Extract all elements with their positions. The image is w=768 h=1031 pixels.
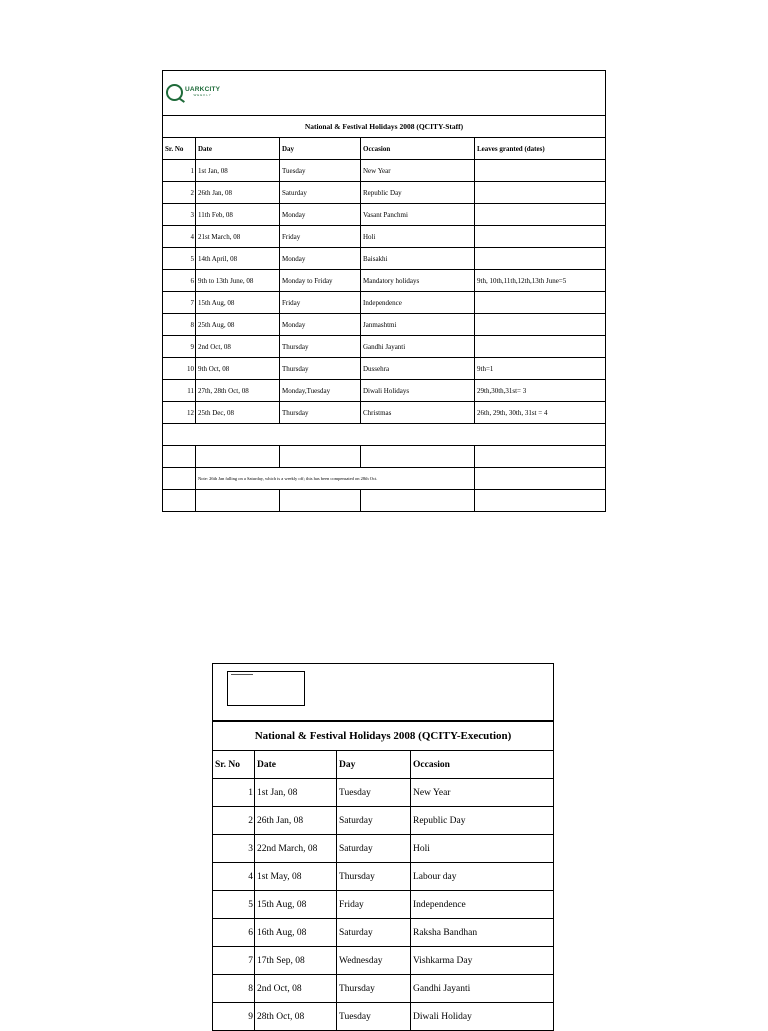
cell-day: Saturday: [337, 919, 411, 947]
table-row: [213, 807, 554, 835]
table-row: [213, 835, 554, 863]
cell-sr-no: 11: [163, 380, 196, 402]
cell-sr-no: 6: [163, 270, 196, 292]
table-row: [163, 270, 606, 292]
table-row: [163, 380, 606, 402]
table-row: [163, 314, 606, 336]
cell-leaves-granted: [475, 226, 606, 248]
table-row: [163, 402, 606, 424]
staff-logo-row: [163, 71, 606, 116]
col-header-date: Date: [196, 138, 280, 160]
table-row: [163, 226, 606, 248]
table-row: [163, 248, 606, 270]
cell-sr-no: 2: [163, 182, 196, 204]
empty-cell: [196, 490, 280, 512]
cell-sr-no: 8: [213, 975, 255, 1003]
cell-sr-no: 9: [163, 336, 196, 358]
staff-note-row: [163, 468, 606, 490]
cell-day: Thursday: [280, 358, 361, 380]
cell-leaves-granted: 29th,30th,31st= 3: [475, 380, 606, 402]
table-row: [163, 336, 606, 358]
cell-date: 26th Jan, 08: [196, 182, 280, 204]
cell-leaves-granted: [475, 336, 606, 358]
cell-sr-no: 1: [213, 779, 255, 807]
logo-main-text: UARKCITY: [185, 86, 221, 94]
cell-day: Saturday: [337, 807, 411, 835]
cell-occasion: Holi: [411, 835, 554, 863]
cell-occasion: Republic Day: [361, 182, 475, 204]
execution-header-row: [213, 751, 554, 779]
empty-cell: [196, 446, 280, 468]
cell-date: 9th to 13th June, 08: [196, 270, 280, 292]
table-row: [163, 182, 606, 204]
cell-sr-no: 6: [213, 919, 255, 947]
quarkcity-logo-text: [185, 87, 220, 97]
table-row: [213, 919, 554, 947]
cell-date: 1st Jan, 08: [255, 779, 337, 807]
table-row: [163, 160, 606, 182]
cell-day: Friday: [280, 226, 361, 248]
cell-date: 21st March, 08: [196, 226, 280, 248]
staff-empty-row: [163, 446, 606, 468]
cell-date: 28th Oct, 08: [255, 1003, 337, 1031]
table-row: [213, 779, 554, 807]
col-header-sr-no: Sr. No: [213, 751, 255, 779]
table-row: [213, 947, 554, 975]
cell-occasion: Dussehra: [361, 358, 475, 380]
cell-day: Thursday: [337, 863, 411, 891]
cell-sr-no: 9: [213, 1003, 255, 1031]
empty-cell: [163, 490, 196, 512]
cell-date: 15th Aug, 08: [255, 891, 337, 919]
staff-footer: [163, 424, 606, 512]
execution-table-title: National & Festival Holidays 2008 (QCITY-Execution): [213, 721, 554, 751]
cell-day: Friday: [337, 891, 411, 919]
cell-day: Tuesday: [337, 779, 411, 807]
staff-holidays-table: [162, 70, 606, 512]
cell-date: 1st Jan, 08: [196, 160, 280, 182]
cell-occasion: Gandhi Jayanti: [411, 975, 554, 1003]
quarkcity-logo-q-icon: [166, 84, 183, 101]
col-header-day: Day: [337, 751, 411, 779]
cell-occasion: Baisakhi: [361, 248, 475, 270]
cell-sr-no: 7: [213, 947, 255, 975]
execution-logo-row: [213, 664, 554, 722]
cell-leaves-granted: [475, 248, 606, 270]
staff-data-rows: [163, 160, 606, 424]
cell-leaves-granted: 9th=1: [475, 358, 606, 380]
empty-cell: [361, 490, 475, 512]
cell-day: Monday,Tuesday: [280, 380, 361, 402]
cell-date: 26th Jan, 08: [255, 807, 337, 835]
cell-occasion: Diwali Holidays: [361, 380, 475, 402]
table-row: [213, 1003, 554, 1031]
cell-day: Monday to Friday: [280, 270, 361, 292]
cell-occasion: Holi: [361, 226, 475, 248]
cell-leaves-granted: [475, 314, 606, 336]
cell-leaves-granted: [475, 204, 606, 226]
cell-leaves-granted: 9th, 10th,11th,12th,13th June=5: [475, 270, 606, 292]
col-header-sr-no: Sr. No: [163, 138, 196, 160]
cell-leaves-granted: [475, 182, 606, 204]
staff-title-row: [163, 116, 606, 138]
empty-cell: [361, 446, 475, 468]
cell-date: 17th Sep, 08: [255, 947, 337, 975]
cell-sr-no: 5: [213, 891, 255, 919]
empty-cell: [475, 468, 606, 490]
table-row: [213, 891, 554, 919]
cell-day: Thursday: [337, 975, 411, 1003]
cell-occasion: Janmashtmi: [361, 314, 475, 336]
cell-occasion: New Year: [411, 779, 554, 807]
empty-cell: [475, 446, 606, 468]
col-header-day: Day: [280, 138, 361, 160]
staff-table-title: National & Festival Holidays 2008 (QCITY-Staff): [163, 116, 606, 138]
cell-day: Tuesday: [337, 1003, 411, 1031]
empty-cell: [163, 424, 606, 446]
empty-cell: [163, 446, 196, 468]
table-row: [163, 292, 606, 314]
cell-occasion: Vishkarma Day: [411, 947, 554, 975]
logo-sub-text: WEEKLY: [193, 92, 212, 97]
cell-date: 15th Aug, 08: [196, 292, 280, 314]
cell-date: 11th Feb, 08: [196, 204, 280, 226]
table-row: [163, 358, 606, 380]
cell-leaves-granted: [475, 160, 606, 182]
cell-day: Thursday: [280, 336, 361, 358]
cell-sr-no: 4: [213, 863, 255, 891]
cell-occasion: Labour day: [411, 863, 554, 891]
empty-cell: [280, 490, 361, 512]
cell-occasion: Republic Day: [411, 807, 554, 835]
cell-sr-no: 3: [213, 835, 255, 863]
cell-occasion: Gandhi Jayanti: [361, 336, 475, 358]
cell-sr-no: 8: [163, 314, 196, 336]
cell-sr-no: 5: [163, 248, 196, 270]
cell-date: 2nd Oct, 08: [255, 975, 337, 1003]
table-row: [213, 975, 554, 1003]
cell-sr-no: 4: [163, 226, 196, 248]
cell-date: 16th Aug, 08: [255, 919, 337, 947]
cell-day: Saturday: [280, 182, 361, 204]
staff-header-row: [163, 138, 606, 160]
cell-day: Saturday: [337, 835, 411, 863]
cell-sr-no: 12: [163, 402, 196, 424]
cell-day: Tuesday: [280, 160, 361, 182]
staff-table-body: [163, 71, 606, 160]
cell-sr-no: 2: [213, 807, 255, 835]
cell-occasion: Raksha Bandhan: [411, 919, 554, 947]
cell-date: 9th Oct, 08: [196, 358, 280, 380]
cell-occasion: Vasant Panchmi: [361, 204, 475, 226]
cell-sr-no: 1: [163, 160, 196, 182]
cell-day: Wednesday: [337, 947, 411, 975]
cell-day: Monday: [280, 248, 361, 270]
cell-sr-no: 3: [163, 204, 196, 226]
cell-occasion: Independence: [411, 891, 554, 919]
cell-date: 22nd March, 08: [255, 835, 337, 863]
execution-data-rows: [213, 779, 554, 1031]
cell-occasion: New Year: [361, 160, 475, 182]
col-header-leaves-granted: Leaves granted (dates): [475, 138, 606, 160]
empty-cell: [163, 468, 196, 490]
cell-leaves-granted: 26th, 29th, 30th, 31st = 4: [475, 402, 606, 424]
execution-title-row: [213, 721, 554, 751]
cell-leaves-granted: [475, 292, 606, 314]
table-row: [213, 863, 554, 891]
execution-holidays-table: [212, 663, 554, 1031]
col-header-occasion: Occasion: [411, 751, 554, 779]
execution-table-body: [213, 664, 554, 779]
cell-sr-no: 10: [163, 358, 196, 380]
staff-logo-cell: [163, 71, 606, 116]
cell-day: Monday: [280, 314, 361, 336]
empty-cell: [475, 490, 606, 512]
col-header-occasion: Occasion: [361, 138, 475, 160]
cell-date: 1st May, 08: [255, 863, 337, 891]
cell-day: Monday: [280, 204, 361, 226]
empty-cell: [280, 446, 361, 468]
cell-occasion: Christmas: [361, 402, 475, 424]
staff-note: Note: 26th Jan falling on a Saturday, which is a weekly off; this has been compensated on 28th Oct.: [196, 468, 475, 490]
table-row: [163, 204, 606, 226]
cell-occasion: Independence: [361, 292, 475, 314]
quarkcity-logo: [166, 84, 220, 101]
cell-date: 14th April, 08: [196, 248, 280, 270]
logo-placeholder-box: [227, 671, 305, 706]
col-header-date: Date: [255, 751, 337, 779]
cell-occasion: Mandatory holidays: [361, 270, 475, 292]
cell-sr-no: 7: [163, 292, 196, 314]
staff-empty-row: [163, 424, 606, 446]
cell-day: Thursday: [280, 402, 361, 424]
cell-date: 25th Dec, 08: [196, 402, 280, 424]
cell-date: 25th Aug, 08: [196, 314, 280, 336]
cell-date: 27th, 28th Oct, 08: [196, 380, 280, 402]
cell-day: Friday: [280, 292, 361, 314]
cell-occasion: Diwali Holiday: [411, 1003, 554, 1031]
staff-empty-row: [163, 490, 606, 512]
execution-logo-cell: [213, 664, 554, 722]
cell-date: 2nd Oct, 08: [196, 336, 280, 358]
